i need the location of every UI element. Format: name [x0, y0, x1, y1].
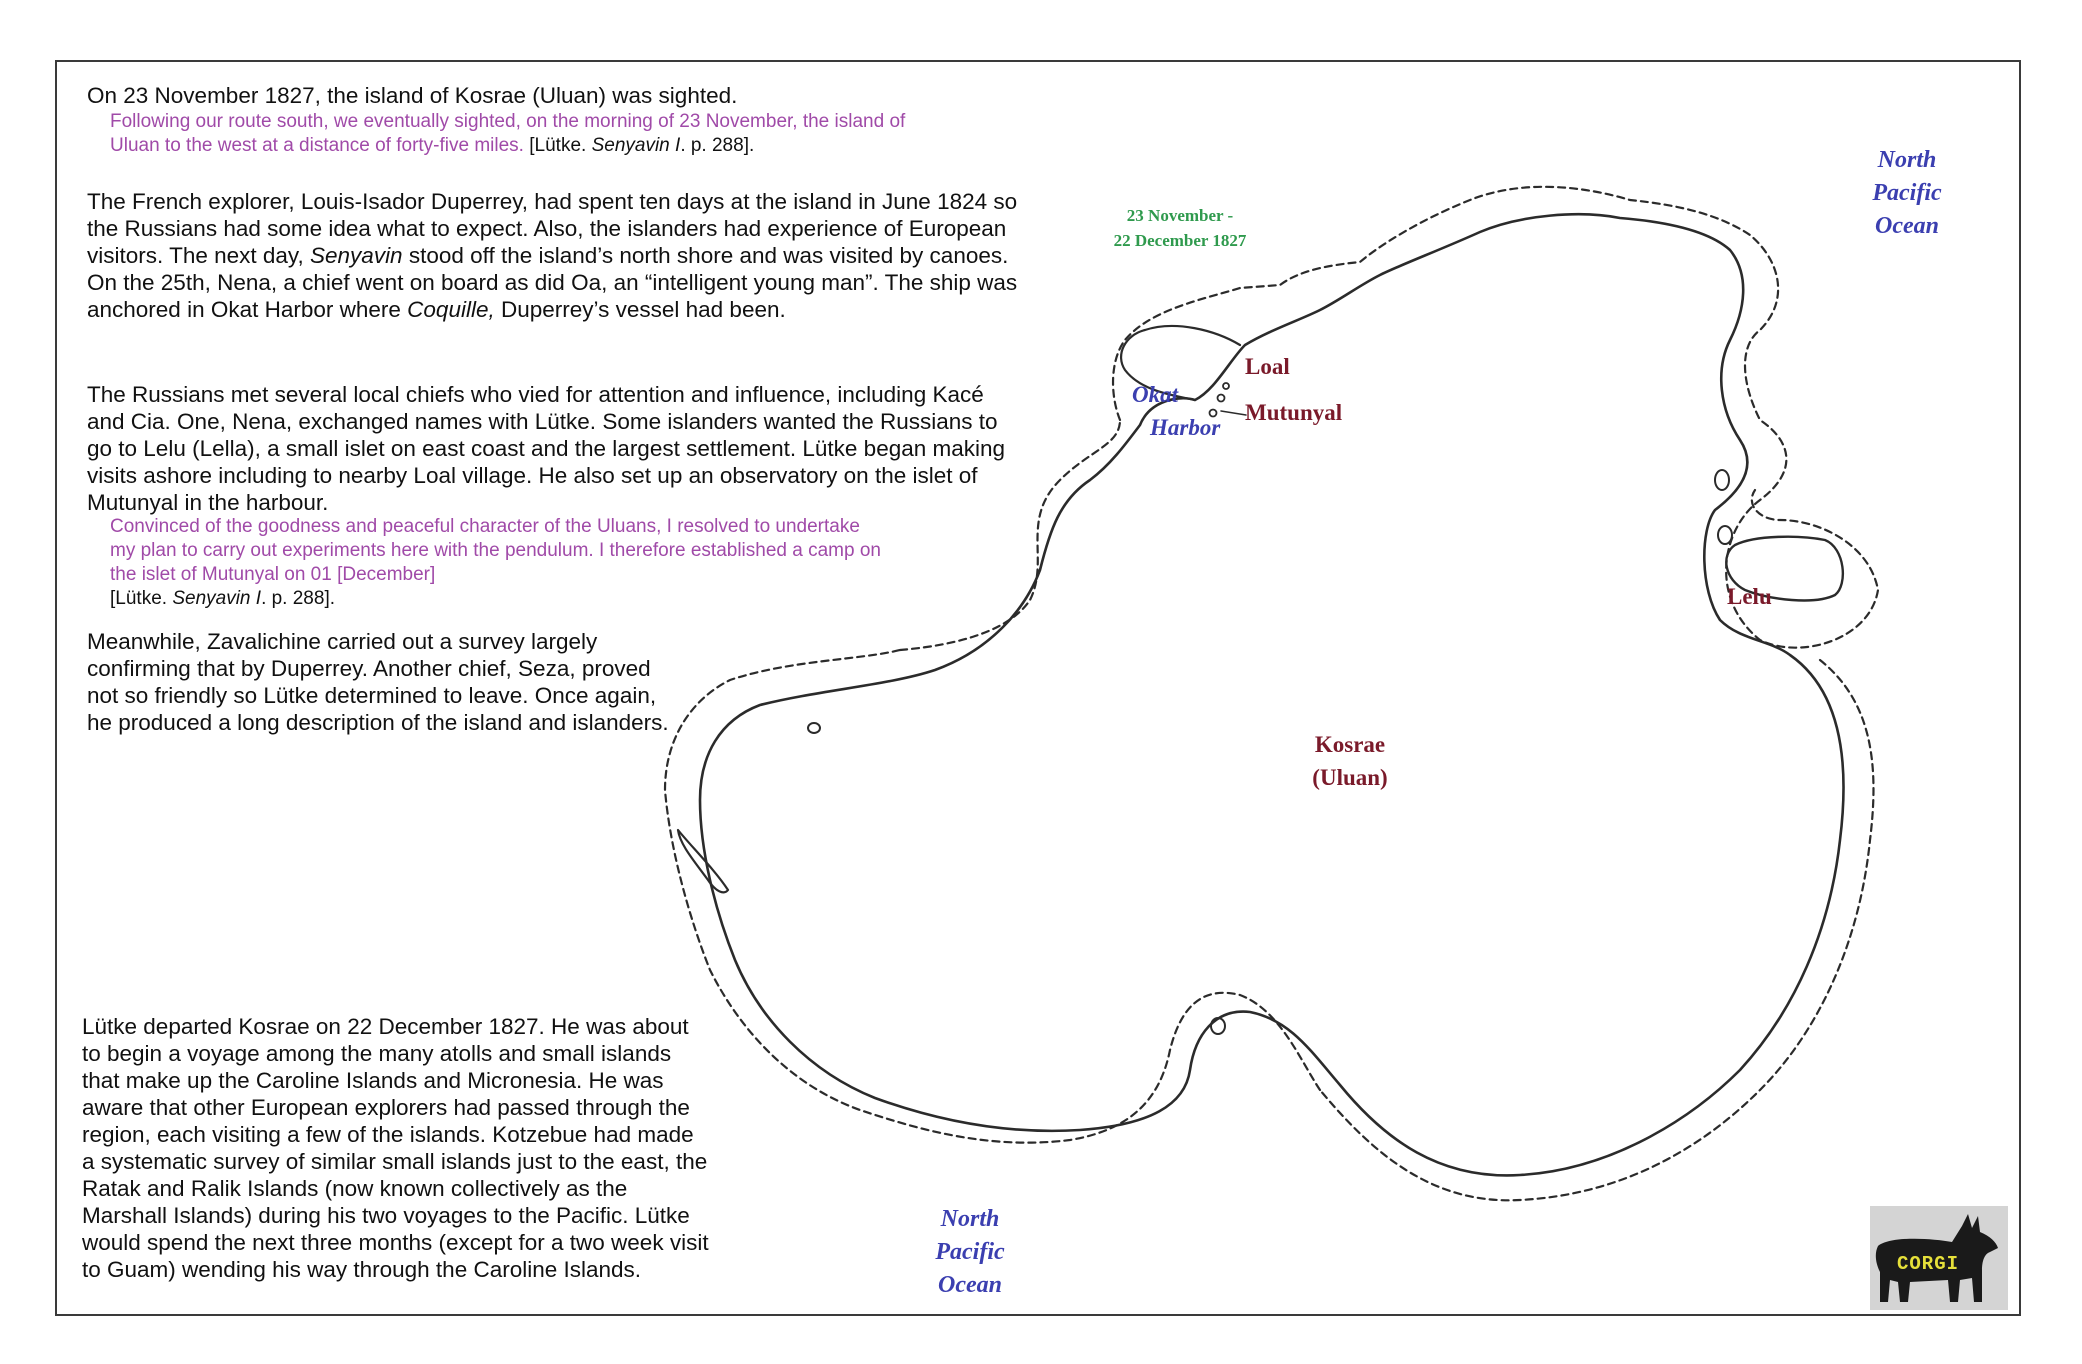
loal-label: Loal: [1245, 354, 1290, 379]
date-range-label: 23 November - 22 December 1827: [1113, 206, 1247, 250]
okat-harbor-label: Okat Harbor: [1132, 382, 1221, 440]
paragraph-sighting: On 23 November 1827, the island of Kosrae (Uluan) was sighted.: [87, 83, 738, 108]
corgi-logo: [1870, 1206, 2008, 1310]
paragraph-chiefs: The Russians met several local chiefs who vied for attention and influence, including Kacé and Cia. One, Nena, exchanged names with Lütke. Some islanders wanted the Russians to go to Lelu (Lella), a small islet on east coast and the largest settlement. Lütke began making visits ashore including to nearby Loal village. He also set up an observatory on the islet of Mutunyal in the harbour.: [87, 382, 1006, 515]
ocean-label-southwest: North Pacific Ocean: [935, 1206, 1005, 1298]
citation: [Lütke. Senyavin I. p. 288].: [529, 135, 755, 156]
islet-small-north-east: [1715, 470, 1729, 490]
mutunyal-label: Mutunyal: [1245, 400, 1343, 425]
islet-small-east: [1718, 526, 1732, 544]
harbor-islet: [1223, 383, 1229, 389]
reef-west: [900, 420, 1120, 650]
island-name-label: Kosrae (Uluan): [1312, 732, 1388, 790]
mutunyal-pointer: [1221, 411, 1246, 415]
reef-outline: [1113, 187, 1878, 648]
lelu-label: Lelu: [1727, 584, 1772, 609]
islet-small-south: [1211, 1018, 1225, 1034]
paragraph-departure: Lütke departed Kosrae on 22 December 1827. He was about to begin a voyage among the many atolls and small islands that make up the Caroline Islands and Micronesia. He was aware that other European explorers had passed through the region, each visiting a few of the islands. Kotzebue had made a systematic survey of similar small islands just to the east, the Ratak and Ralik Islands (now known collectively as the Marshall Islands) during his two voyages to the Pacific. Lütke would spend the next three months (except for a two week visit to Guam) wending his way through the Caroline Islands.: [82, 1014, 709, 1282]
paragraph-duperrey: The French explorer, Louis-Isador Duperrey, had spent ten days at the island in June 1824 so the Russians had some idea what to expect. Also, the islanders had experience of European visitors. The next day, Senyavin stood off the island’s north shore and was visited by canoes. On the 25th, Nena, a chief went on board as did Oa, an “intelligent young man”. The ship was anchored in Okat Harbor where Coquille, Duperrey’s vessel had been.: [87, 189, 1018, 322]
reef-south: [665, 650, 1320, 1143]
logo-text: CORGI: [1897, 1253, 1960, 1275]
quote-pendulum: Convinced of the goodness and peaceful character of the Uluans, I resolved to undertake my plan to carry out experiments here with the pendulum. I therefore established a camp on the islet of Mutunyal on 01 [December] [Lütke. Senyavin I. p. 288].: [110, 516, 881, 609]
islet-small-west: [808, 723, 820, 733]
quote-sighting: Following our route south, we eventually sighted, on the morning of 23 November, the island of Uluan to the west at a distance of forty-five miles. [Lütke. Senyavin I. p. 288].: [110, 111, 906, 156]
citation: [Lütke. Senyavin I. p. 288].: [110, 588, 336, 609]
ocean-label-northeast: North Pacific Ocean: [1872, 147, 1942, 239]
paragraph-survey: Meanwhile, Zavalichine carried out a survey largely confirming that by Duperrey. Another chief, Seza, proved not so friendly so Lütke determined to leave. Once again, he produced a long description of the island and islanders.: [87, 629, 669, 735]
